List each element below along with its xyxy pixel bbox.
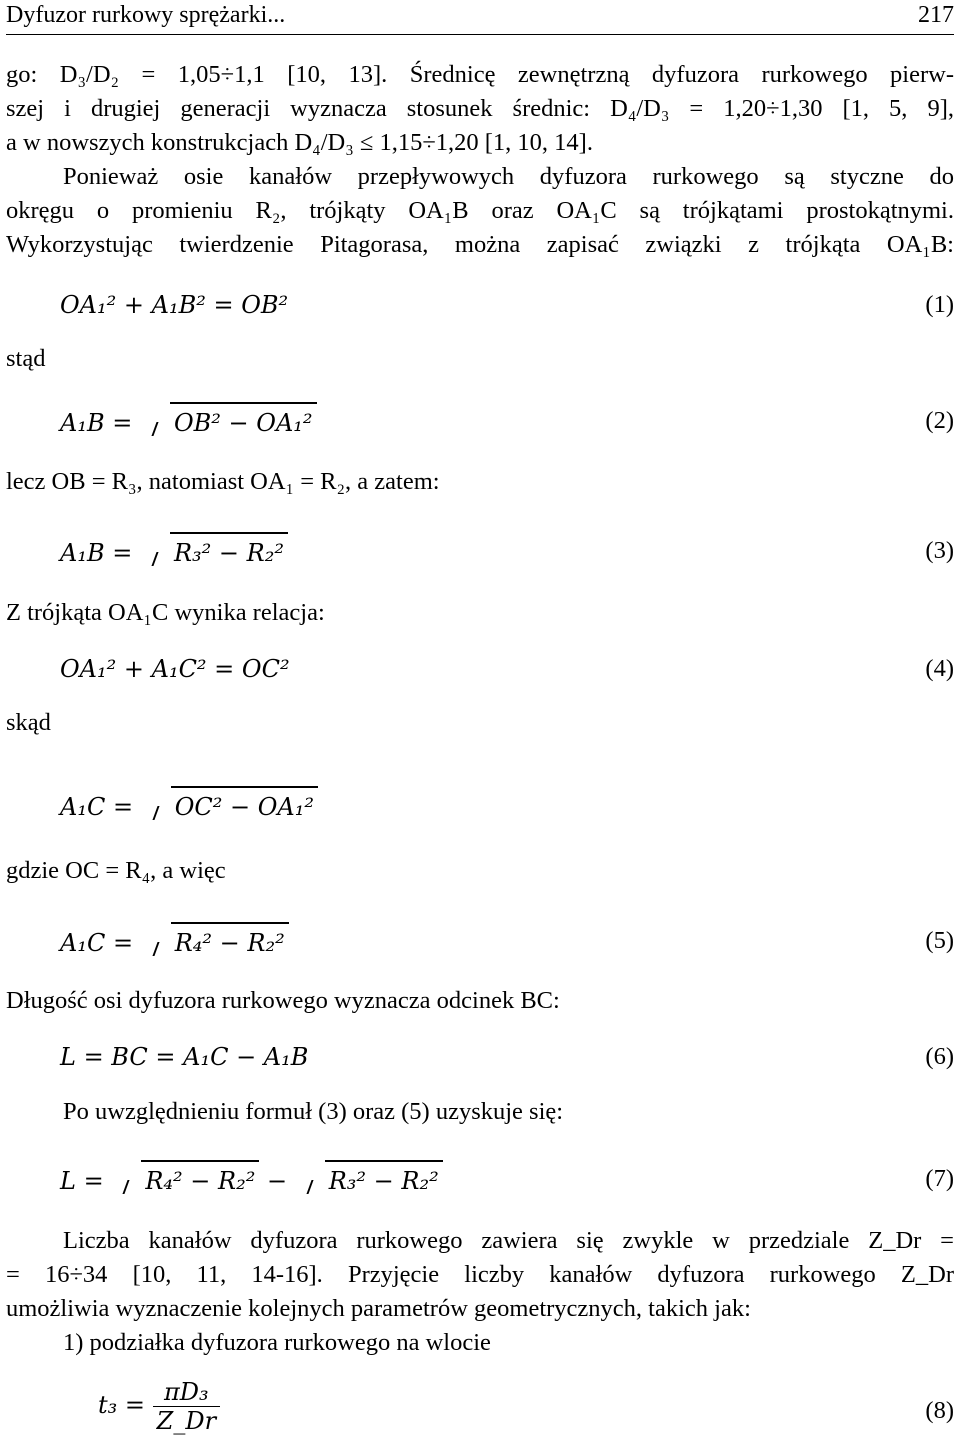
eq5-lhs: A₁C = <box>60 929 134 957</box>
sqrt-symbol <box>146 532 288 570</box>
equation-1: OA₁² + A₁B² = OB² <box>60 291 289 319</box>
equation-number-8: (8) <box>925 1397 954 1424</box>
equation-number-1: (1) <box>925 291 954 318</box>
eq7-lhs: L = <box>60 1167 104 1195</box>
eq7-radicand-2: R₃² − R₂² <box>325 1160 443 1198</box>
text-line: go: D₃/D₂ = 1,05÷1,1 [10, 13]. Średnicę zewnętrzną dyfuzora rurkowego pierw- <box>6 61 954 88</box>
running-header <box>6 0 954 35</box>
eq5-radicand: R₄² − R₂² <box>171 922 289 960</box>
equation-4b <box>60 786 318 824</box>
equation-number-3: (3) <box>925 537 954 564</box>
eq8-lhs: t₃ = <box>98 1391 146 1419</box>
text-line: Liczba kanałów dyfuzora rurkowego zawiera się zwykle w przedziale Z_Dr = <box>63 1227 954 1254</box>
sqrt-symbol <box>147 786 318 824</box>
text-po-uwzglednieniu: Po uwzględnieniu formuł (3) oraz (5) uzyskuje się: <box>63 1098 564 1125</box>
paragraph-intro <box>6 58 954 262</box>
equation-6: L = BC = A₁C − A₁B <box>60 1043 309 1071</box>
equation-number-4: (4) <box>925 655 954 682</box>
text-line: szej i drugiej generacji wyznacza stosunek średnic: D₄/D₃ = 1,20÷1,30 [1, 5, 9], <box>6 95 954 122</box>
eq3-lhs: A₁B = <box>60 539 133 567</box>
eq2-lhs: A₁B = <box>60 409 133 437</box>
fraction <box>153 1378 220 1435</box>
text-gdzie: gdzie OC = R₄, a więc <box>6 857 226 884</box>
text-z-trojkata: Z trójkąta OA₁C wynika relacja: <box>6 599 325 626</box>
equation-5 <box>60 922 289 960</box>
word-stad: stąd <box>6 345 46 372</box>
header-title: Dyfuzor rurkowy sprężarki... <box>6 2 286 28</box>
text-line: Ponieważ osie kanałów przepływowych dyfuzora rurkowego są styczne do <box>63 163 954 190</box>
eq3-radicand: R₃² − R₂² <box>170 532 288 570</box>
sqrt-symbol <box>117 1160 259 1198</box>
text-line: Wykorzystując twierdzenie Pitagorasa, można zapisać związki z trójkąta OA₁B: <box>6 231 954 258</box>
equation-2 <box>60 402 317 440</box>
equation-number-7: (7) <box>925 1165 954 1192</box>
fraction-numerator: πD₃ <box>153 1378 220 1407</box>
page-number: 217 <box>918 2 954 28</box>
fraction-denominator: Z_Dr <box>156 1407 217 1435</box>
list-item: 1) podziałka dyfuzora rurkowego na wlocie <box>63 1329 491 1356</box>
equation-4: OA₁² + A₁C² = OC² <box>60 655 290 683</box>
equation-number-5: (5) <box>925 927 954 954</box>
paragraph-closing <box>6 1224 954 1360</box>
sqrt-symbol <box>146 402 317 440</box>
word-skad: skąd <box>6 709 51 736</box>
text-line: umożliwia wyznaczenie kolejnych parametrów geometrycznych, takich jak: <box>6 1295 751 1322</box>
equation-number-2: (2) <box>925 407 954 434</box>
eq4b-radicand: OC² − OA₁² <box>171 786 318 824</box>
equation-8 <box>98 1378 220 1435</box>
text-line: a w nowszych konstrukcjach D₄/D₃ ≤ 1,15÷1,20 [1, 10, 14]. <box>6 129 593 156</box>
equation-number-6: (6) <box>925 1043 954 1070</box>
text-dlugosc: Długość osi dyfuzora rurkowego wyznacza odcinek BC: <box>6 987 560 1014</box>
eq2-radicand: OB² − OA₁² <box>170 402 317 440</box>
text-line: okręgu o promieniu R₂, trójkąty OA₁B oraz OA₁C są trójkątami prostokątnymi. <box>6 197 954 224</box>
sqrt-symbol <box>147 922 289 960</box>
eq4b-lhs: A₁C = <box>60 793 134 821</box>
sqrt-symbol <box>301 1160 443 1198</box>
equation-7 <box>60 1160 443 1198</box>
equation-3 <box>60 532 288 570</box>
eq7-minus: − <box>266 1167 288 1195</box>
text-lecz: lecz OB = R₃, natomiast OA₁ = R₂, a zatem: <box>6 468 440 495</box>
eq7-radicand-1: R₄² − R₂² <box>141 1160 259 1198</box>
text-line: = 16÷34 [10, 11, 14-16]. Przyjęcie liczby kanałów dyfuzora rurkowego Z_Dr <box>6 1261 954 1288</box>
